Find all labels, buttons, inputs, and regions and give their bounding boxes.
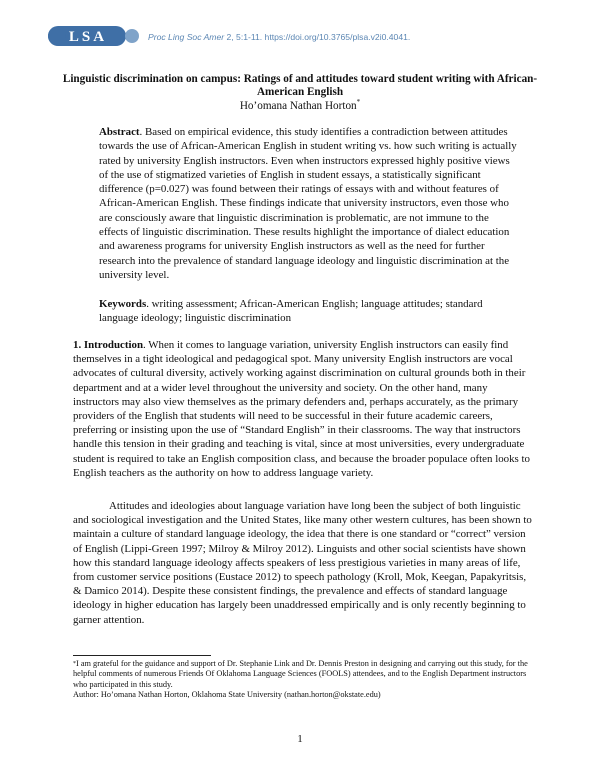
section-heading: 1. Introduction <box>73 339 143 351</box>
keywords <box>99 297 519 326</box>
author-line <box>60 100 540 112</box>
footnote-divider <box>73 655 211 656</box>
paper-title: Linguistic discrimination on campus: Ratings of and attitudes toward student writing with African-American English <box>62 73 538 98</box>
journal-name: Proc Ling Soc Amer <box>148 32 225 42</box>
abstract <box>99 125 519 282</box>
intro-paragraph-1 <box>73 338 533 480</box>
abstract-text: . Based on empirical evidence, this study identifies a contradiction between attitudes towards the use of African-American English in student writing vs. how such writing is actually rated by university English instructors. Even when instructors expressed highly positive views of the use of stigmatized varieties of English in student essays, a statistically significant difference (p=0.027) was found between their ratings of essays with and without features of African-American English. These findings indicate that university instructors, even those who are consciously aware that linguistic discrimination is problematic, are not immune to the effects of linguistic discrimination. These results highlight the importance of dialect education and awareness programs for university English instructors as well as the need for further research into the prevalence of standard language ideology and linguistic discrimination at the university level. <box>99 126 517 281</box>
footnote-mark: * <box>73 661 76 667</box>
footnote <box>73 659 537 701</box>
citation-details: 2, 5:1-11. https://doi.org/10.3765/plsa.v2i0.4041. <box>224 32 411 42</box>
abstract-label: Abstract <box>99 126 140 138</box>
keywords-label: Keywords <box>99 298 147 310</box>
citation-line <box>148 32 410 42</box>
logo-text: LSA <box>68 29 108 45</box>
intro-paragraph-2: Attitudes and ideologies about language variation have long been the subject of both linguistic and sociological investigation and the United States, like many other western cultures, has been shown to maintain a culture of standard language ideology, the idea that there is one standard or “correct” version of English (Lippi-Green 1997; Milroy & Milroy 2012). Linguists and other social scientists have shown how this standard language ideology affects speakers of less prestigious varieties in many areas of life, from customer service positions (Eustace 2012) to speech pathology (Kroll, Mok, Keegan, Papakyritsis, & Damico 2014). Despite these consistent findings, the prevalence and effects of standard language ideology in higher education has largely been unaddressed empirically and is only recently beginning to garner attention. <box>73 500 532 626</box>
lsa-logo <box>48 25 144 47</box>
page-number: 1 <box>297 733 303 745</box>
journal-header <box>40 22 580 52</box>
author-footnote-mark: * <box>356 98 361 106</box>
keywords-text: . writing assessment; African-American English; language attitudes; standard language ideology; linguistic discrimination <box>99 298 483 325</box>
author-name: Ho’omana Nathan Horton <box>239 100 357 112</box>
footnote-acknowledgement <box>73 659 537 690</box>
intro-paragraph-1-text: . When it comes to language variation, university English instructors can easily find themselves in a tight ideological and pedagogical spot. Many university English instructors are vocal advocates of cultural diversity, actively working against discrimination on cultural grounds both in their department and at a wider level throughout the university and society. On the other hand, many instructors may also view themselves as the primary defenders and, perhaps accurately, as the primary providers of the English that students will need to be successful in their future academic careers, preferring or insisting upon the use of “Standard English” in their classrooms. The way that instructors handle this tension in their grading and teaching is vital, since at most universities, every undergraduate student is required to take an English composition class, and because the broader populace often looks to English teachers as the authority on how to address language variety. <box>73 339 530 479</box>
footnote-text: I am grateful for the guidance and support of Dr. Stephanie Link and Dr. Dennis Preston in designing and carrying out this study, for the helpful comments of numerous Friends Of Oklahoma Language Sciences (FOOLS) attendees, and to the English Department instructors who participated in this study. <box>73 659 528 689</box>
footnote-author-line: Author: Ho’omana Nathan Horton, Oklahoma State University (nathan.horton@okstate.edu) <box>73 690 381 700</box>
